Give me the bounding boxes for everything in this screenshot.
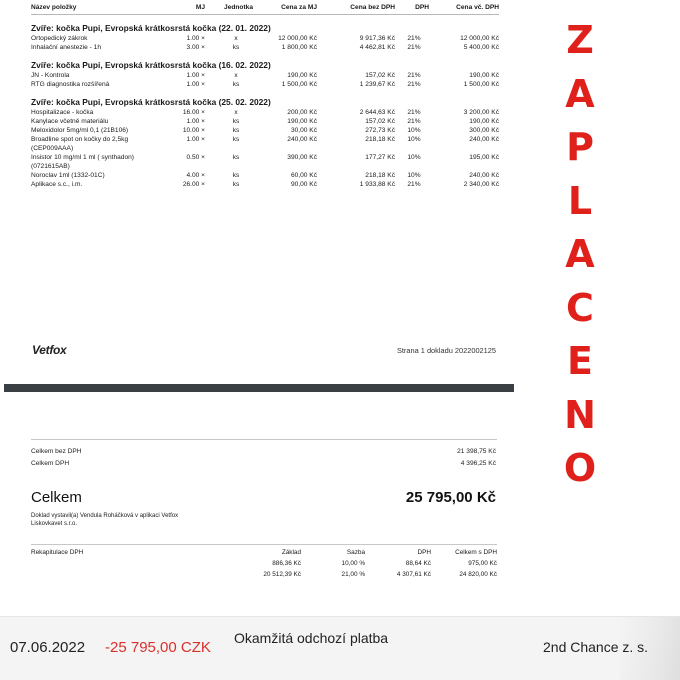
page-info: Strana 1 dokladu 2022002125 (396, 346, 496, 355)
item-name: Hospitalizace - kočka (31, 108, 94, 116)
transaction-amount: -25 795,00 CZK (105, 639, 211, 656)
recap-vat: 4 307,61 Kč (396, 571, 431, 578)
divider (31, 439, 497, 440)
item-quantity: 16.00 × (182, 108, 205, 116)
item-vat-rate: 10% (407, 171, 421, 179)
recap-label: Rekapitulace DPH (31, 549, 84, 556)
item-net-price: 9 917,36 Kč (359, 34, 395, 42)
animal-group-title: Zvíře: kočka Pupi, Evropská krátkosrstá kočka (16. 02. 2022) (31, 59, 271, 70)
item-gross-price: 240,00 Kč (469, 135, 499, 143)
item-net-price: 218,18 Kč (365, 171, 395, 179)
item-name: JN - Kontrola (31, 71, 70, 79)
recap-rate-header: Sazba (346, 549, 365, 556)
net-total-label: Celkem bez DPH (31, 448, 82, 455)
stamp-letter: C (566, 285, 594, 330)
item-gross-price: 3 200,00 Kč (463, 108, 499, 116)
item-vat-rate: 10% (407, 135, 421, 143)
item-unit: x (234, 71, 238, 79)
bank-transaction-row[interactable] (0, 616, 680, 680)
item-unit: ks (232, 153, 240, 161)
recap-vat: 88,64 Kč (405, 560, 431, 567)
stamp-letter: O (563, 446, 597, 490)
item-unit-price: 90,00 Kč (290, 180, 317, 188)
item-vat-rate: 21% (407, 80, 421, 88)
recap-row (31, 558, 497, 569)
items-table (31, 0, 499, 189)
recap-gross-header: Celkem s DPH (455, 549, 497, 556)
animal-group-header (31, 14, 499, 34)
animal-group-title: Zvíře: kočka Pupi, Evropská krátkosrstá kočka (25. 02. 2022) (31, 96, 271, 107)
issued-by-note (31, 513, 261, 528)
stamp-letter: L (567, 178, 593, 223)
item-name: Broadline spot on kočky do 2,5kg (CEP009AAA) (31, 135, 129, 152)
item-name: Aplikace s.c., i.m. (31, 180, 83, 188)
item-vat-rate: 21% (407, 43, 421, 51)
recap-rate: 10,00 % (341, 560, 365, 567)
item-net-price: 157,02 Kč (365, 117, 395, 125)
stamp-letter: N (564, 392, 596, 437)
animal-group-header (31, 52, 499, 71)
recap-gross: 24 820,00 Kč (459, 571, 497, 578)
col-unit-header: Jednotka (205, 0, 253, 14)
recap-row (31, 569, 497, 580)
grand-total-value: 25 795,00 Kč (405, 489, 496, 506)
item-unit-price: 12 000,00 Kč (278, 34, 317, 42)
item-quantity: 4.00 × (186, 171, 205, 179)
item-gross-price: 12 000,00 Kč (460, 34, 499, 42)
item-gross-price: 1 500,00 Kč (463, 80, 499, 88)
clinic-name: Liskovkavet s.r.o. (31, 520, 78, 527)
item-row (31, 80, 499, 89)
col-net-header: Cena bez DPH (317, 0, 395, 14)
item-name: Meloxidolor 5mg/ml 0,1 (21B106) (31, 126, 129, 134)
item-net-price: 218,18 Kč (365, 135, 395, 143)
item-unit: ks (232, 171, 240, 179)
item-name: Kanylace včetně materiálu (31, 117, 109, 125)
recap-vat-header: DPH (417, 549, 431, 556)
transaction-date: 07.06.2022 (10, 639, 86, 656)
item-row (31, 180, 499, 189)
item-name: Ortopedický zákrok (31, 34, 88, 42)
paid-stamp (540, 14, 620, 496)
item-unit: ks (232, 126, 240, 134)
item-name: Inhalační anestezie - 1h (31, 43, 102, 51)
stamp-letter: Z (566, 18, 594, 62)
col-vat-header: DPH (395, 0, 429, 14)
item-name: Noroclav 1ml (1332-01C) (31, 171, 105, 179)
page-break-bar (4, 384, 514, 392)
animal-group-title: Zvíře: kočka Pupi, Evropská krátkosrstá kočka (22. 01. 2022) (31, 22, 271, 33)
col-mj-header: MJ (167, 0, 205, 14)
stamp-letter: E (567, 339, 593, 383)
item-unit: ks (232, 43, 240, 51)
item-unit: x (234, 34, 238, 42)
item-quantity: 1.00 × (186, 117, 205, 125)
item-vat-rate: 10% (407, 153, 421, 161)
invoice-document (4, 0, 514, 610)
item-gross-price: 190,00 Kč (469, 71, 499, 79)
item-quantity: 3.00 × (186, 43, 205, 51)
recap-rate: 21,00 % (341, 571, 365, 578)
item-quantity: 1.00 × (186, 80, 205, 88)
animal-group-header (31, 89, 499, 108)
net-total-value: 21 398,75 Kč (457, 448, 496, 455)
item-row (31, 153, 499, 171)
item-vat-rate: 21% (407, 71, 421, 79)
recap-base-header: Základ (281, 549, 301, 556)
col-name-header: Název položky (31, 0, 167, 14)
item-vat-rate: 21% (407, 108, 421, 116)
item-name: Insistor 10 mg/ml 1 ml ( synthadon) (0721615AB) (31, 153, 134, 170)
recap-base: 886,36 Kč (272, 560, 301, 567)
item-vat-rate: 21% (407, 117, 421, 125)
item-unit-price: 60,00 Kč (290, 171, 317, 179)
stamp-letter: A (565, 232, 595, 276)
divider (31, 544, 497, 545)
transaction-counterparty: 2nd Chance z. s. (543, 639, 649, 655)
issued-by-text: Doklad vystavil(a) Vendula Roháčková v aplikaci Vetfox (31, 513, 179, 519)
item-row (31, 135, 499, 153)
col-unit-price-header: Cena za MJ (253, 0, 317, 14)
recap-base: 20 512,39 Kč (263, 571, 301, 578)
item-row (31, 108, 499, 117)
invoice-page-1 (4, 0, 514, 384)
item-quantity: 10.00 × (182, 126, 205, 134)
item-net-price: 157,02 Kč (365, 71, 395, 79)
item-row (31, 34, 499, 43)
item-net-price: 4 462,81 Kč (359, 43, 395, 51)
item-gross-price: 240,00 Kč (469, 171, 499, 179)
item-quantity: 26.00 × (182, 180, 205, 188)
item-net-price: 1 933,88 Kč (359, 180, 395, 188)
item-gross-price: 2 340,00 Kč (463, 180, 499, 188)
grand-total-label: Celkem (31, 489, 82, 506)
item-unit-price: 240,00 Kč (287, 135, 317, 143)
recap-header-row (31, 547, 497, 558)
vetfox-logo: Vetfox (32, 343, 67, 357)
item-quantity: 0.50 × (186, 153, 205, 161)
item-net-price: 1 239,67 Kč (359, 80, 395, 88)
col-gross-header: Cena vč. DPH (429, 0, 499, 14)
item-unit-price: 30,00 Kč (290, 126, 317, 134)
item-net-price: 2 644,63 Kč (359, 108, 395, 116)
item-unit-price: 1 800,00 Kč (281, 43, 317, 51)
item-quantity: 1.00 × (186, 71, 205, 79)
item-row (31, 171, 499, 180)
item-vat-rate: 21% (407, 180, 421, 188)
item-gross-price: 300,00 Kč (469, 126, 499, 134)
item-row (31, 71, 499, 80)
item-row (31, 43, 499, 52)
item-quantity: 1.00 × (186, 135, 205, 143)
item-row (31, 126, 499, 135)
item-unit: ks (232, 180, 240, 188)
item-unit-price: 190,00 Kč (287, 117, 317, 125)
recap-gross: 975,00 Kč (468, 560, 497, 567)
item-vat-rate: 10% (407, 126, 421, 134)
item-name: RTG diagnostika rozšířená (31, 80, 110, 88)
stamp-letter: A (565, 71, 595, 116)
stamp-letter: P (566, 125, 594, 169)
item-unit: ks (232, 135, 240, 143)
item-net-price: 272,73 Kč (365, 126, 395, 134)
vat-total-label: Celkem DPH (31, 460, 70, 467)
item-gross-price: 190,00 Kč (469, 117, 499, 125)
items-header-row (31, 0, 499, 14)
item-unit: ks (232, 117, 240, 125)
vat-recap-table (31, 547, 497, 580)
item-gross-price: 195,00 Kč (469, 153, 499, 161)
vat-total-value: 4 396,25 Kč (460, 460, 496, 467)
invoice-page-2 (4, 392, 514, 610)
item-row (31, 117, 499, 126)
item-gross-price: 5 400,00 Kč (463, 43, 499, 51)
item-quantity: 1.00 × (186, 34, 205, 42)
item-unit-price: 190,00 Kč (287, 71, 317, 79)
item-unit-price: 1 500,00 Kč (281, 80, 317, 88)
transaction-type: Okamžitá odchozí platba (234, 630, 389, 646)
item-unit: ks (232, 80, 240, 88)
item-unit: x (234, 108, 238, 116)
item-unit-price: 200,00 Kč (287, 108, 317, 116)
item-vat-rate: 21% (407, 34, 421, 42)
item-unit-price: 390,00 Kč (287, 153, 317, 161)
item-net-price: 177,27 Kč (365, 153, 395, 161)
